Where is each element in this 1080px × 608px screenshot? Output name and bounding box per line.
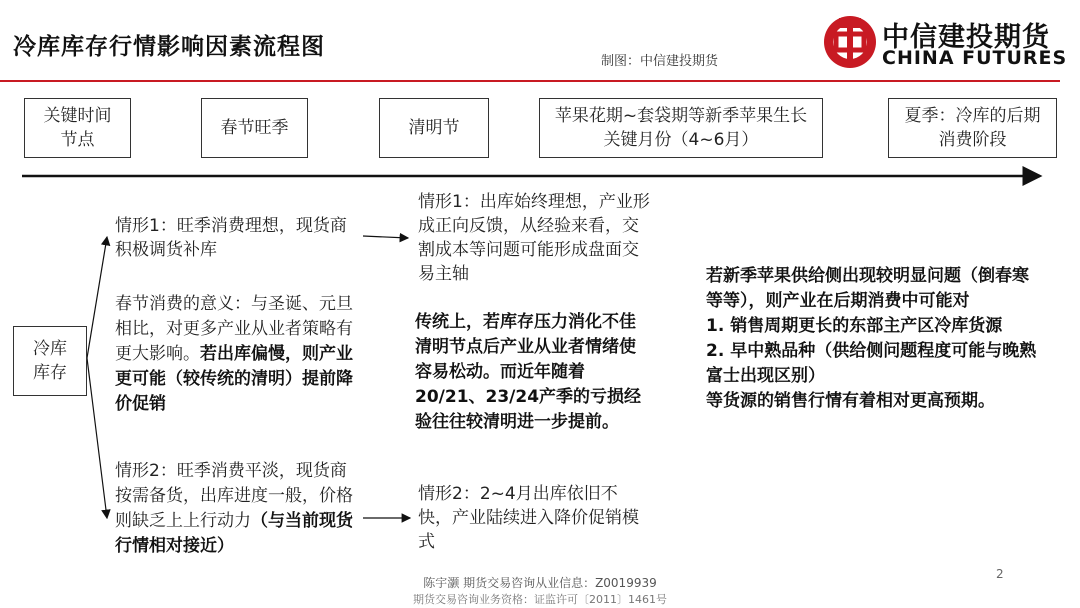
- key-time-points-box: [24, 98, 131, 158]
- spring-meaning-normal: 春节消费的意义：与圣诞、元旦相比，对更多产业从业者策略有更大影响。: [115, 294, 353, 364]
- root-label: 冷库库存: [33, 339, 67, 383]
- analyst-info: 陈宇灏 期货交易咨询从业信息：Z0019939: [423, 576, 657, 590]
- key-time-points-label: 关键时间节点: [43, 106, 112, 150]
- page-title: 冷库库存行情影响因素流程图: [13, 34, 325, 60]
- qingming-tradition-note: 传统上，若库存压力消化不佳清明节点后产业从业者情绪使容易松动。而近年随着20/21、23/24产季的亏损经验往往较清明进一步提前。: [415, 312, 642, 432]
- stage-label: 清明节: [408, 118, 460, 138]
- qualification-info: 期货交易咨询业务资格：证监许可〔2011〕1461号: [413, 593, 667, 606]
- cold-storage-inventory-box: [13, 326, 87, 396]
- timeline-stage-apple-growth: [539, 98, 823, 158]
- branch-arrow-up: [87, 237, 107, 358]
- spring-scenario2-normal: 情形2：旺季消费平淡，现货商按需备货，出库进度一般，价格则缺乏上上行动力: [115, 461, 353, 531]
- summer-outlook: [706, 264, 1044, 414]
- branch-arrow-down: [87, 358, 107, 518]
- summer-intro: 若新季苹果供给侧出现较明显问题（倒春寒等等），则产业在后期消费中可能对: [706, 266, 1029, 311]
- chart-credit: 制图：中信建投期货: [601, 54, 719, 69]
- spring-scenario-1: 情形1：旺季消费理想，现货商积极调货补库: [115, 216, 347, 260]
- stage-label: 苹果花期~套袋期等新季苹果生长关键月份（4~6月）: [554, 106, 808, 150]
- page-number: 2: [996, 567, 1004, 581]
- summer-item-2: 2. 早中熟品种（供给侧问题程度可能与晚熟富士出现区别）: [706, 341, 1037, 386]
- summer-closing: 等货源的销售行情有着相对更高预期。: [706, 391, 995, 411]
- stage-label: 春节旺季: [220, 118, 289, 138]
- scenario1-arrow: [363, 236, 408, 238]
- timeline-stage-summer: [888, 98, 1057, 158]
- timeline-stage-qingming: [379, 98, 489, 158]
- spring-scenario-2: [115, 459, 355, 559]
- logo-chinese-name: 中信建投期货: [882, 22, 1050, 53]
- logo-english-name: CHINA FUTURES: [882, 47, 1068, 69]
- spring-meaning-bold: 若出库偏慢，则产业更可能（较传统的清明）提前降价促销: [115, 344, 353, 414]
- timeline-stage-spring-festival: [201, 98, 308, 158]
- summer-item-1: 1. 销售周期更长的东部主产区冷库货源: [706, 316, 1003, 336]
- qingming-scenario-2: 情形2：2~4月出库依旧不快，产业陆续进入降价促销模式: [418, 484, 639, 552]
- spring-festival-meaning: [115, 292, 355, 417]
- qingming-scenario-1: 情形1：出库始终理想，产业形成正向反馈，从经验来看，交割成本等问题可能形成盘面交易主轴: [418, 192, 650, 284]
- stage-label: 夏季：冷库的后期消费阶段: [904, 106, 1041, 150]
- spring-scenario2-bold: （与当前现货行情相对接近）: [115, 511, 353, 556]
